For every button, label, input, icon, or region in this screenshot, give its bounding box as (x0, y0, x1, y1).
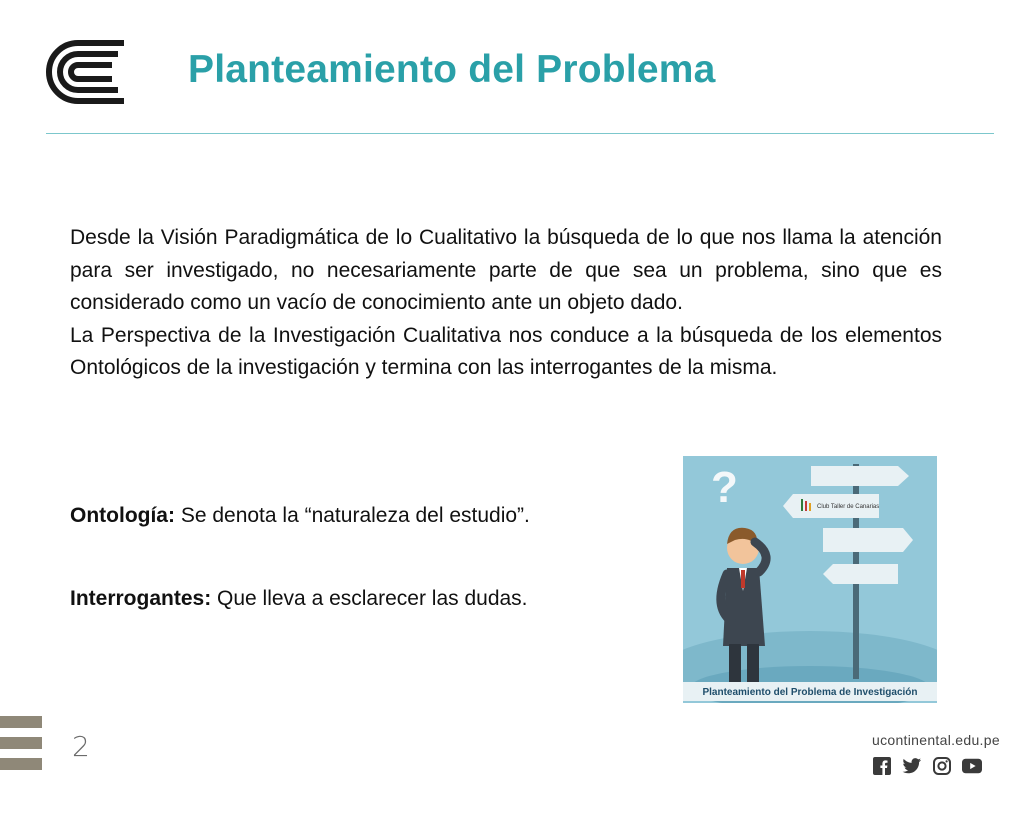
definition-text: Se denota la “naturaleza del estudio”. (174, 504, 530, 527)
page-number: 2 (72, 730, 90, 763)
twitter-icon[interactable] (902, 756, 922, 776)
youtube-icon[interactable] (962, 756, 982, 776)
slide-title: Planteamiento del Problema (188, 48, 716, 91)
question-mark-icon: ? (711, 463, 738, 512)
definition-interrogantes (70, 583, 528, 615)
slide-body (70, 222, 942, 385)
paragraph-vision: Desde la Visión Paradigmática de lo Cualitativo la búsqueda de lo que nos llama la atención para ser investigado, no necesariamente parte de que sea un problema, sino que es considerado como un vacío de conocimiento ante un objeto dado. (70, 226, 942, 314)
facebook-icon[interactable] (872, 756, 892, 776)
signpost-text: Club Taller de Canarias (817, 504, 880, 510)
continental-logo-icon (38, 38, 130, 106)
confused-man-signpost-illustration (683, 456, 937, 703)
website-link[interactable]: ucontinental.edu.pe (872, 732, 1000, 748)
definition-text: Que lleva a esclarecer las dudas. (211, 587, 528, 610)
social-icons (872, 756, 982, 776)
footer-bar (0, 716, 42, 728)
definition-ontologia (70, 500, 530, 532)
title-divider (46, 133, 994, 134)
definition-term: Ontología: (70, 504, 175, 527)
definition-term: Interrogantes: (70, 587, 212, 610)
image-caption: Planteamiento del Problema de Investigación (702, 687, 918, 698)
footer-bar (0, 758, 42, 770)
footer-bars-decoration (0, 716, 42, 780)
instagram-icon[interactable] (932, 756, 952, 776)
footer-bar (0, 737, 42, 749)
paragraph-perspectiva: La Perspectiva de la Investigación Cualitativa nos conduce a la búsqueda de los elementos Ontológicos de la investigación y termina con las interrogantes de la misma. (70, 323, 942, 379)
